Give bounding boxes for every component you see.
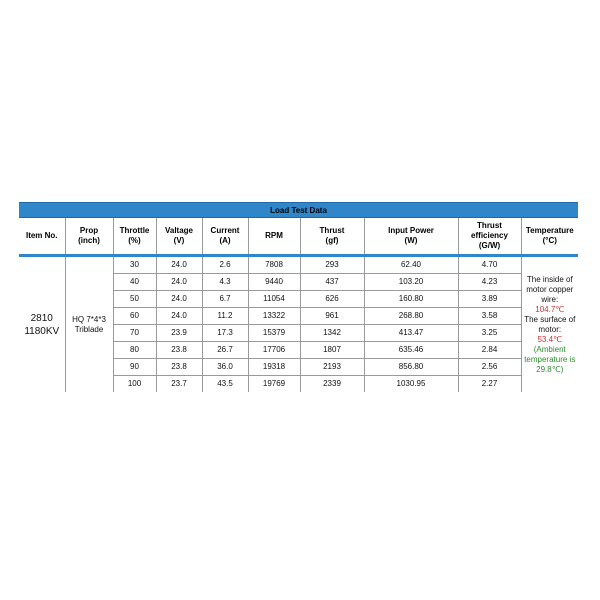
table-body	[19, 256, 578, 393]
cell-efficiency: 2.84	[458, 342, 521, 359]
cell-current: 36.0	[202, 359, 248, 376]
cell-current: 43.5	[202, 376, 248, 393]
column-header-temperature	[521, 218, 578, 256]
cell-throttle: 60	[113, 308, 156, 325]
text-line: Input Power	[388, 226, 434, 235]
table-row	[19, 256, 578, 274]
cell-throttle: 100	[113, 376, 156, 393]
cell-power: 103.20	[364, 274, 458, 291]
cell-current: 6.7	[202, 291, 248, 308]
temperature-val2: 53.4℃	[537, 334, 563, 344]
load-test-table-container	[19, 202, 578, 392]
text-line: 1180KV	[24, 325, 60, 337]
temperature-line2: The surface of motor:	[524, 314, 576, 334]
temperature-line3: (Ambient temperature is 29.8℃)	[524, 344, 576, 374]
text-line: Prop	[79, 226, 99, 235]
cell-efficiency: 4.70	[458, 256, 521, 274]
column-header-item-no	[19, 218, 65, 256]
cell-current: 17.3	[202, 325, 248, 342]
cell-rpm: 19769	[248, 376, 300, 393]
column-header-current	[202, 218, 248, 256]
cell-power: 413.47	[364, 325, 458, 342]
cell-voltage: 23.8	[156, 359, 202, 376]
cell-thrust: 2193	[300, 359, 364, 376]
text-line: (A)	[219, 236, 231, 245]
load-test-table	[19, 202, 578, 392]
cell-rpm: 17706	[248, 342, 300, 359]
cell-throttle: 70	[113, 325, 156, 342]
cell-current: 2.6	[202, 256, 248, 274]
text-line: Valtage	[164, 226, 193, 235]
cell-throttle: 80	[113, 342, 156, 359]
cell-throttle: 50	[113, 291, 156, 308]
table-title: Load Test Data	[19, 203, 578, 218]
cell-efficiency: 4.23	[458, 274, 521, 291]
cell-thrust: 437	[300, 274, 364, 291]
cell-voltage: 23.9	[156, 325, 202, 342]
text-line: (°C)	[542, 236, 557, 245]
text-line: Thrust	[477, 221, 502, 230]
text-line: HQ 7*4*3	[72, 314, 106, 324]
text-line: (gf)	[325, 236, 339, 245]
column-header-thrust	[300, 218, 364, 256]
column-header-input-power	[364, 218, 458, 256]
cell-current: 4.3	[202, 274, 248, 291]
text-line: RPM	[265, 231, 283, 240]
temperature-line1: The inside of motor copper wire:	[526, 274, 574, 304]
cell-voltage: 24.0	[156, 256, 202, 274]
cell-thrust: 1342	[300, 325, 364, 342]
cell-efficiency: 3.58	[458, 308, 521, 325]
text-line: (inch)	[78, 236, 100, 245]
text-line: efficiency	[471, 231, 508, 240]
cell-item-no	[19, 256, 65, 393]
cell-voltage: 24.0	[156, 308, 202, 325]
cell-rpm: 13322	[248, 308, 300, 325]
column-header-voltage	[156, 218, 202, 256]
text-line: Thrust	[319, 226, 345, 235]
column-header-prop	[65, 218, 113, 256]
cell-voltage: 24.0	[156, 274, 202, 291]
cell-thrust: 961	[300, 308, 364, 325]
cell-voltage: 23.8	[156, 342, 202, 359]
cell-thrust: 626	[300, 291, 364, 308]
cell-power: 635.46	[364, 342, 458, 359]
text-line: (%)	[128, 236, 141, 245]
cell-rpm: 15379	[248, 325, 300, 342]
cell-power: 160.80	[364, 291, 458, 308]
cell-efficiency: 2.27	[458, 376, 521, 393]
column-header-throttle	[113, 218, 156, 256]
temperature-val1: 104.7℃	[535, 304, 565, 314]
text-line: Triblade	[74, 324, 104, 334]
text-line: (V)	[173, 236, 185, 245]
cell-power: 1030.95	[364, 376, 458, 393]
cell-efficiency: 2.56	[458, 359, 521, 376]
cell-power: 62.40	[364, 256, 458, 274]
column-header-thrust-efficiency	[458, 218, 521, 256]
cell-power: 856.80	[364, 359, 458, 376]
cell-throttle: 40	[113, 274, 156, 291]
cell-voltage: 24.0	[156, 291, 202, 308]
text-line: 2810	[30, 312, 53, 324]
cell-rpm: 9440	[248, 274, 300, 291]
cell-thrust: 2339	[300, 376, 364, 393]
text-line: Item No.	[25, 231, 58, 240]
cell-throttle: 90	[113, 359, 156, 376]
cell-throttle: 30	[113, 256, 156, 274]
text-line: (G/W)	[478, 241, 501, 250]
column-header-rpm	[248, 218, 300, 256]
text-line: Current	[210, 226, 240, 235]
cell-current: 26.7	[202, 342, 248, 359]
text-line: (W)	[404, 236, 418, 245]
cell-efficiency: 3.25	[458, 325, 521, 342]
cell-voltage: 23.7	[156, 376, 202, 393]
cell-thrust: 293	[300, 256, 364, 274]
cell-rpm: 7808	[248, 256, 300, 274]
cell-prop	[65, 256, 113, 393]
cell-current: 11.2	[202, 308, 248, 325]
text-line: Throttle	[119, 226, 150, 235]
cell-efficiency: 3.89	[458, 291, 521, 308]
header-row	[19, 218, 578, 256]
cell-power: 268.80	[364, 308, 458, 325]
cell-rpm: 11054	[248, 291, 300, 308]
cell-thrust: 1807	[300, 342, 364, 359]
cell-rpm: 19318	[248, 359, 300, 376]
text-line: Temperature	[525, 226, 574, 235]
cell-temperature-note	[521, 256, 578, 393]
